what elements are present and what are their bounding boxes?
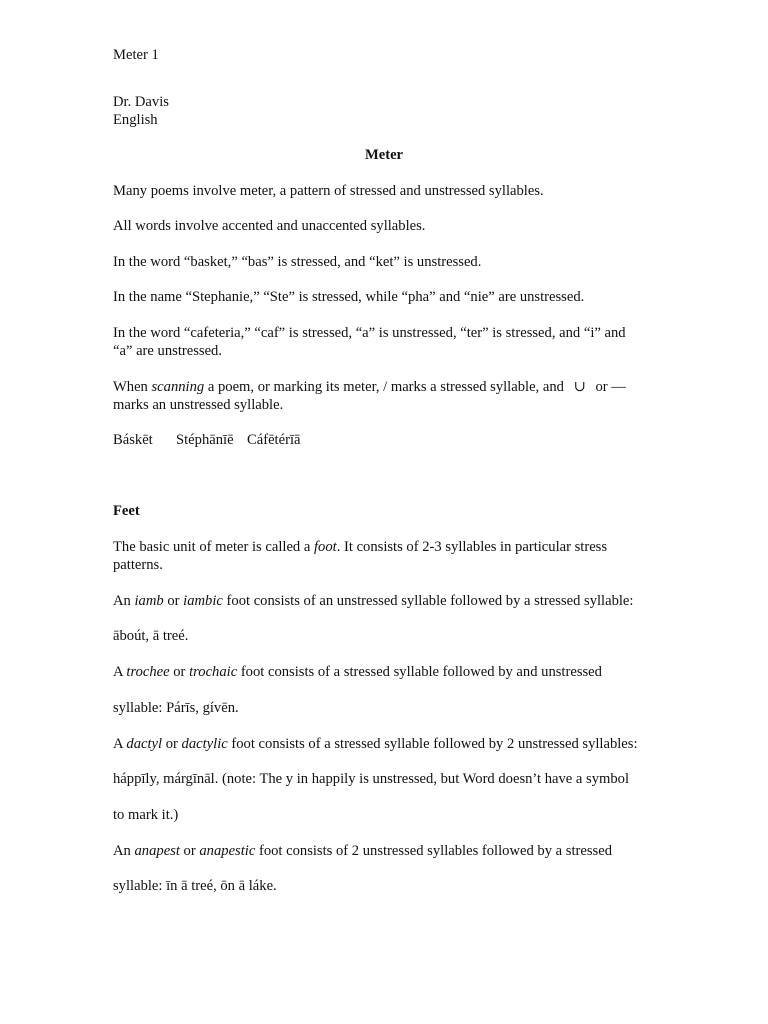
anapest-or: or bbox=[179, 843, 200, 859]
section-title-feet-text: Feet bbox=[113, 503, 140, 519]
dactyl-post: foot consists of a stressed syllable followed by 2 unstressed syllables: bbox=[227, 736, 638, 752]
paragraph-cafeteria-line2: “a” are unstressed. bbox=[113, 343, 222, 359]
trochee-pre: A bbox=[113, 664, 127, 680]
dactylic-term: dactylic bbox=[181, 736, 228, 752]
basic-pre: The basic unit of meter is called a bbox=[113, 539, 314, 555]
scanning-pre: When bbox=[113, 379, 152, 395]
paragraph-scanning-line2: marks an unstressed syllable. bbox=[113, 397, 284, 413]
iamb-post: foot consists of an unstressed syllable followed by a stressed syllable: bbox=[222, 593, 634, 609]
iamb-example: āboút, ā treé. bbox=[113, 628, 189, 644]
paragraph-accented-syllables: All words involve accented and unaccented syllables. bbox=[113, 218, 426, 234]
unstressed-symbol: ∪ bbox=[573, 379, 586, 395]
paragraph-iamb bbox=[113, 593, 673, 611]
paragraph-trochee bbox=[113, 664, 673, 682]
dactyl-example-cont: to mark it.) bbox=[113, 807, 179, 823]
course-name: English bbox=[113, 112, 158, 128]
trochee-post: foot consists of a stressed syllable followed by and unstressed bbox=[237, 664, 602, 680]
basic-post: . It consists of 2-3 syllables in particular stress bbox=[336, 539, 608, 555]
scansion-example: Cáfētérīā bbox=[247, 432, 301, 448]
paragraph-basic-unit-line2: patterns. bbox=[113, 557, 163, 573]
iamb-or: or bbox=[163, 593, 184, 609]
scanning-post: or — bbox=[591, 379, 626, 395]
trochee-term: trochee bbox=[126, 664, 170, 680]
section-title-meter bbox=[0, 147, 768, 165]
trochaic-term: trochaic bbox=[189, 664, 238, 680]
scanning-term: scanning bbox=[151, 379, 205, 395]
paragraph-meter-definition: Many poems involve meter, a pattern of stressed and unstressed syllables. bbox=[113, 183, 544, 199]
anapest-pre: An bbox=[113, 843, 135, 859]
anapest-example: syllable: īn ā treé, ōn ā láke. bbox=[113, 878, 277, 894]
iamb-pre: An bbox=[113, 593, 135, 609]
author-name: Dr. Davis bbox=[113, 94, 169, 110]
dactyl-or: or bbox=[162, 736, 182, 752]
dactyl-pre: A bbox=[113, 736, 127, 752]
scanning-mid: a poem, or marking its meter, / marks a stressed syllable, and bbox=[204, 379, 568, 395]
paragraph-cafeteria-line1: In the word “cafeteria,” “caf” is stressed, “a” is unstressed, “ter” is stressed, and “i” and bbox=[113, 325, 626, 341]
trochee-or: or bbox=[169, 664, 190, 680]
anapest-post: foot consists of 2 unstressed syllables followed by a stressed bbox=[255, 843, 612, 859]
paragraph-stephanie: In the name “Stephanie,” “Ste” is stressed, while “pha” and “nie” are unstressed. bbox=[113, 289, 585, 305]
paragraph-anapest bbox=[113, 843, 673, 861]
trochee-example: syllable: Párīs, gívēn. bbox=[113, 700, 239, 716]
iambic-term: iambic bbox=[183, 593, 223, 609]
paragraph-basic-unit-line1 bbox=[113, 539, 673, 557]
anapestic-term: anapestic bbox=[199, 843, 256, 859]
iamb-term: iamb bbox=[134, 593, 164, 609]
paragraph-dactyl bbox=[113, 736, 673, 754]
section-title-meter-text: Meter bbox=[364, 147, 404, 163]
scansion-example: Báskēt bbox=[113, 432, 153, 448]
dactyl-example: háppīly, márgīnāl. (note: The y in happily is unstressed, but Word doesn’t have a symbol bbox=[113, 771, 630, 787]
paragraph-basket: In the word “basket,” “bas” is stressed, and “ket” is unstressed. bbox=[113, 254, 482, 270]
paragraph-scanning-line1 bbox=[113, 379, 673, 397]
basic-term: foot bbox=[314, 539, 337, 555]
section-title-feet bbox=[113, 503, 673, 521]
anapest-term: anapest bbox=[134, 843, 180, 859]
dactyl-term: dactyl bbox=[126, 736, 163, 752]
scansion-examples bbox=[113, 432, 673, 450]
scansion-example: Stéphānīē bbox=[176, 432, 234, 448]
doc-label: Meter 1 bbox=[113, 47, 159, 63]
